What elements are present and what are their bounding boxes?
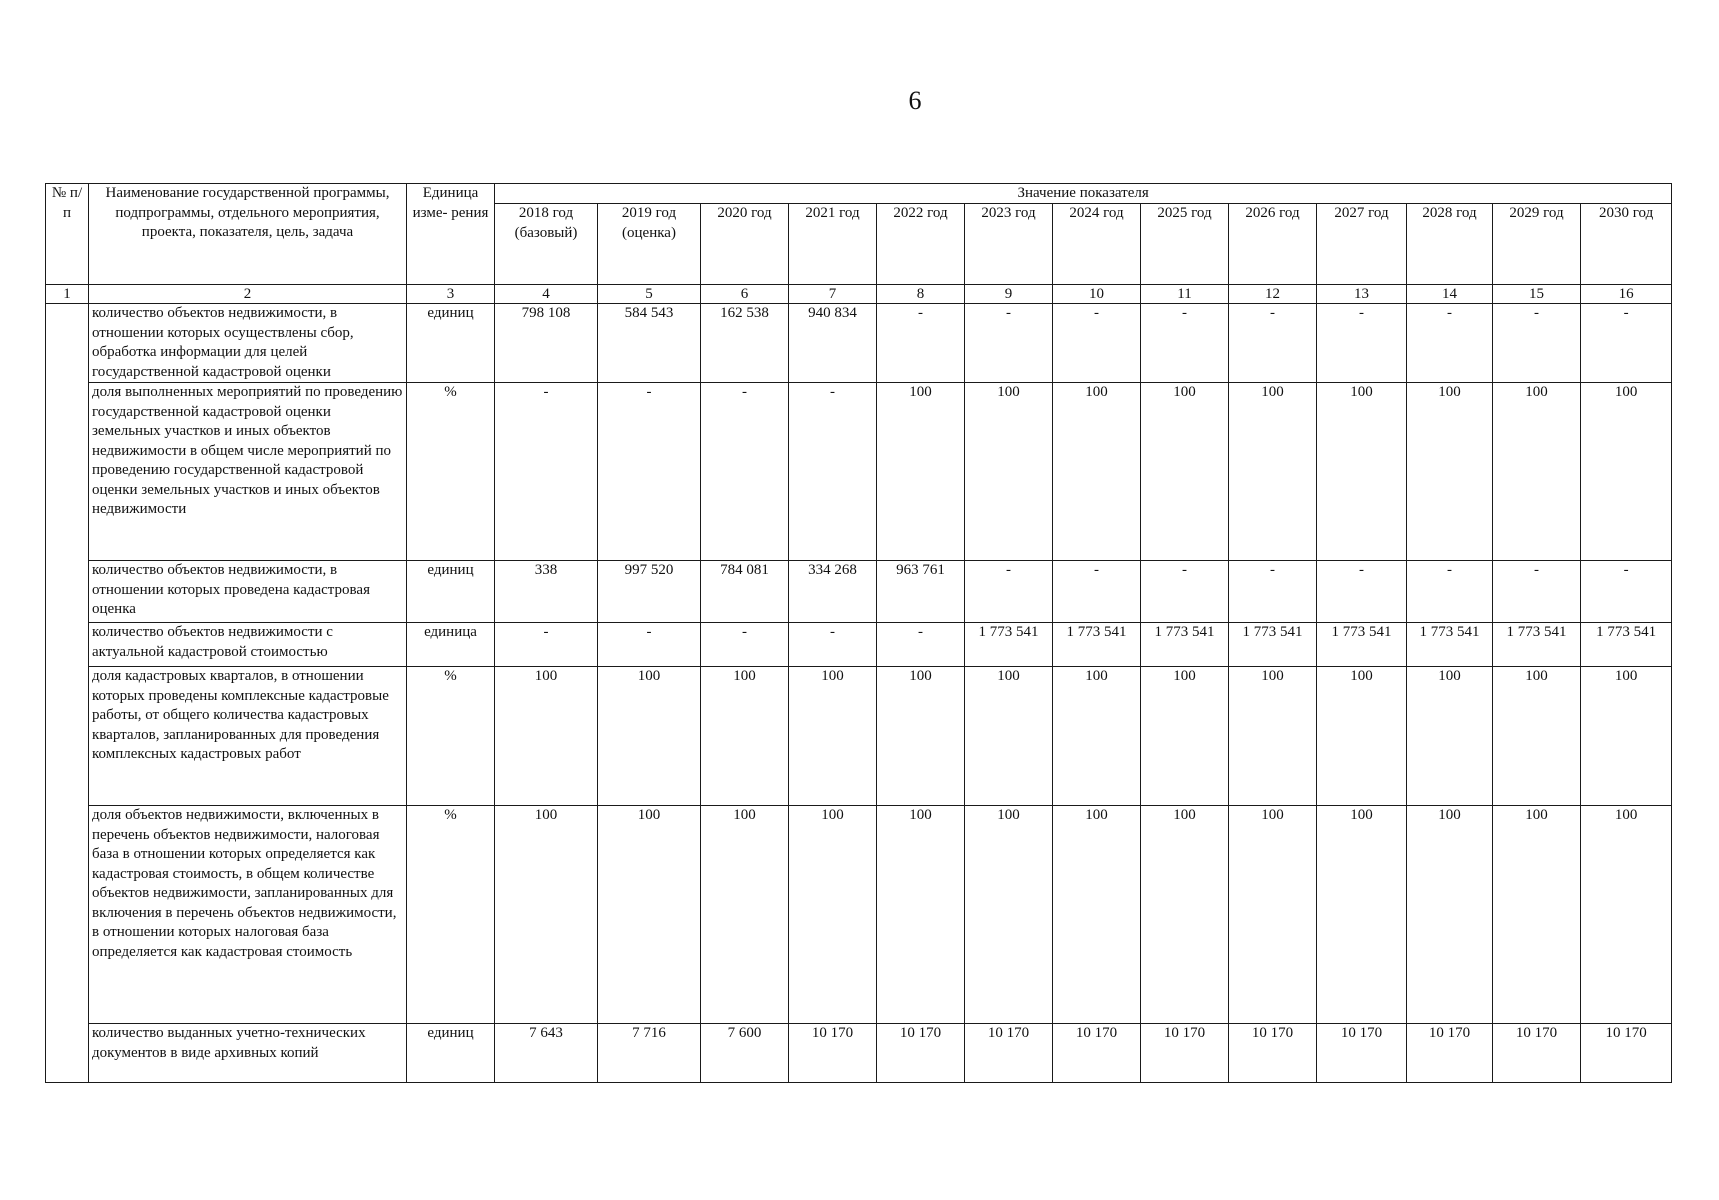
header-year: 2030 год bbox=[1581, 204, 1672, 285]
value-cell: 1 773 541 bbox=[1053, 623, 1141, 667]
value-cell: 100 bbox=[965, 806, 1053, 1024]
table-row bbox=[46, 806, 1672, 1024]
value-cell: 100 bbox=[1053, 806, 1141, 1024]
value-cell: 100 bbox=[1317, 383, 1407, 561]
value-cell: 798 108 bbox=[495, 304, 598, 383]
indicator-name: количество объектов недвижимости, в отношении которых осуществлены сбор, обработка информации для целей государственной кадастровой оценки bbox=[89, 304, 407, 383]
column-index: 14 bbox=[1407, 285, 1493, 304]
value-cell: - bbox=[965, 304, 1053, 383]
value-cell: 100 bbox=[789, 806, 877, 1024]
table-body bbox=[46, 304, 1672, 1083]
header-year: 2018 год (базовый) bbox=[495, 204, 598, 285]
value-cell: 1 773 541 bbox=[1317, 623, 1407, 667]
value-cell: 784 081 bbox=[701, 561, 789, 623]
column-index: 9 bbox=[965, 285, 1053, 304]
column-index: 3 bbox=[407, 285, 495, 304]
column-index: 7 bbox=[789, 285, 877, 304]
header-year: 2020 год bbox=[701, 204, 789, 285]
indicator-name: количество объектов недвижимости с актуальной кадастровой стоимостью bbox=[89, 623, 407, 667]
value-cell: 10 170 bbox=[877, 1024, 965, 1083]
value-cell: - bbox=[1317, 304, 1407, 383]
column-index: 8 bbox=[877, 285, 965, 304]
value-cell: 100 bbox=[1229, 667, 1317, 806]
value-cell: 100 bbox=[789, 667, 877, 806]
indicator-name: количество выданных учетно-технических документов в виде архивных копий bbox=[89, 1024, 407, 1083]
header-year: 2027 год bbox=[1317, 204, 1407, 285]
table-row bbox=[46, 623, 1672, 667]
value-cell: 7 600 bbox=[701, 1024, 789, 1083]
value-cell: 162 538 bbox=[701, 304, 789, 383]
header-year: 2029 год bbox=[1493, 204, 1581, 285]
value-cell: 100 bbox=[877, 806, 965, 1024]
unit-cell: % bbox=[407, 667, 495, 806]
value-cell: 100 bbox=[1141, 667, 1229, 806]
value-cell: - bbox=[1141, 304, 1229, 383]
table-row bbox=[46, 304, 1672, 383]
column-index: 1 bbox=[46, 285, 89, 304]
header-number: № п/ п bbox=[46, 184, 89, 285]
value-cell: 940 834 bbox=[789, 304, 877, 383]
value-cell: - bbox=[1229, 304, 1317, 383]
value-cell: - bbox=[1229, 561, 1317, 623]
header-year: 2024 год bbox=[1053, 204, 1141, 285]
value-cell: - bbox=[1493, 304, 1581, 383]
table-row bbox=[46, 561, 1672, 623]
page-number: 6 bbox=[908, 86, 922, 115]
value-cell: 100 bbox=[1493, 806, 1581, 1024]
value-cell: 1 773 541 bbox=[1141, 623, 1229, 667]
column-index: 6 bbox=[701, 285, 789, 304]
row-number-cell bbox=[46, 304, 89, 1083]
column-index: 5 bbox=[598, 285, 701, 304]
indicator-name: доля объектов недвижимости, включенных в перечень объектов недвижимости, налоговая база в отношении которых определяется как кадастровая стоимость, в общем количестве объектов недвижимости, запланированных для включения в перечень объектов недвижимости, в отношении которых налоговая база определяется как кадастровая стоимость bbox=[89, 806, 407, 1024]
column-index: 4 bbox=[495, 285, 598, 304]
header-indicator-value: Значение показателя bbox=[495, 184, 1672, 204]
value-cell: 100 bbox=[701, 667, 789, 806]
value-cell: 10 170 bbox=[1407, 1024, 1493, 1083]
column-index: 13 bbox=[1317, 285, 1407, 304]
value-cell: - bbox=[598, 383, 701, 561]
value-cell: 338 bbox=[495, 561, 598, 623]
value-cell: 100 bbox=[598, 667, 701, 806]
value-cell: 100 bbox=[1493, 383, 1581, 561]
column-index: 16 bbox=[1581, 285, 1672, 304]
header-row bbox=[46, 184, 1672, 204]
value-cell: 100 bbox=[1407, 383, 1493, 561]
value-cell: 963 761 bbox=[877, 561, 965, 623]
value-cell: 100 bbox=[1141, 383, 1229, 561]
value-cell: 100 bbox=[877, 667, 965, 806]
value-cell: 100 bbox=[1493, 667, 1581, 806]
header-year: 2021 год bbox=[789, 204, 877, 285]
value-cell: 997 520 bbox=[598, 561, 701, 623]
value-cell: - bbox=[789, 383, 877, 561]
unit-cell: единиц bbox=[407, 1024, 495, 1083]
value-cell: 7 716 bbox=[598, 1024, 701, 1083]
header-year: 2023 год bbox=[965, 204, 1053, 285]
value-cell: 1 773 541 bbox=[1581, 623, 1672, 667]
value-cell: 100 bbox=[701, 806, 789, 1024]
value-cell: 10 170 bbox=[1581, 1024, 1672, 1083]
value-cell: 7 643 bbox=[495, 1024, 598, 1083]
table-row bbox=[46, 1024, 1672, 1083]
value-cell: 10 170 bbox=[1141, 1024, 1229, 1083]
unit-cell: % bbox=[407, 806, 495, 1024]
indicator-name: количество объектов недвижимости, в отношении которых проведена кадастровая оценка bbox=[89, 561, 407, 623]
header-unit: Единица изме- рения bbox=[407, 184, 495, 285]
unit-cell: единиц bbox=[407, 561, 495, 623]
value-cell: - bbox=[495, 623, 598, 667]
value-cell: 10 170 bbox=[965, 1024, 1053, 1083]
value-cell: 100 bbox=[1317, 667, 1407, 806]
column-index: 2 bbox=[89, 285, 407, 304]
value-cell: 100 bbox=[877, 383, 965, 561]
header-year: 2019 год (оценка) bbox=[598, 204, 701, 285]
value-cell: 100 bbox=[495, 806, 598, 1024]
value-cell: 1 773 541 bbox=[1407, 623, 1493, 667]
table-row bbox=[46, 383, 1672, 561]
indicator-name: доля выполненных мероприятий по проведению государственной кадастровой оценки земельных участков и иных объектов недвижимости в общем числе мероприятий по проведению государственной кадастровой оценки земельных участков и иных объектов недвижимости bbox=[89, 383, 407, 561]
header-name: Наименование государственной программы, подпрограммы, отдельного мероприятия, проекта, показателя, цель, задача bbox=[89, 184, 407, 285]
value-cell: 100 bbox=[1317, 806, 1407, 1024]
unit-cell: единица bbox=[407, 623, 495, 667]
value-cell: - bbox=[1407, 304, 1493, 383]
value-cell: - bbox=[1493, 561, 1581, 623]
value-cell: - bbox=[1053, 561, 1141, 623]
value-cell: 1 773 541 bbox=[965, 623, 1053, 667]
column-index-row bbox=[46, 285, 1672, 304]
header-year: 2028 год bbox=[1407, 204, 1493, 285]
value-cell: 100 bbox=[1581, 806, 1672, 1024]
value-cell: - bbox=[789, 623, 877, 667]
value-cell: 10 170 bbox=[1229, 1024, 1317, 1083]
column-index: 15 bbox=[1493, 285, 1581, 304]
value-cell: - bbox=[598, 623, 701, 667]
value-cell: - bbox=[1407, 561, 1493, 623]
value-cell: 1 773 541 bbox=[1229, 623, 1317, 667]
unit-cell: единиц bbox=[407, 304, 495, 383]
value-cell: 100 bbox=[965, 667, 1053, 806]
value-cell: - bbox=[877, 623, 965, 667]
value-cell: - bbox=[1317, 561, 1407, 623]
table-row bbox=[46, 667, 1672, 806]
header-year: 2026 год bbox=[1229, 204, 1317, 285]
value-cell: 100 bbox=[1229, 383, 1317, 561]
value-cell: 100 bbox=[1581, 383, 1672, 561]
value-cell: 10 170 bbox=[1493, 1024, 1581, 1083]
column-index: 11 bbox=[1141, 285, 1229, 304]
value-cell: 1 773 541 bbox=[1493, 623, 1581, 667]
value-cell: - bbox=[1053, 304, 1141, 383]
value-cell: 100 bbox=[1581, 667, 1672, 806]
header-year: 2025 год bbox=[1141, 204, 1229, 285]
column-index: 12 bbox=[1229, 285, 1317, 304]
value-cell: 100 bbox=[495, 667, 598, 806]
value-cell: 100 bbox=[1053, 667, 1141, 806]
value-cell: - bbox=[1581, 561, 1672, 623]
value-cell: - bbox=[877, 304, 965, 383]
value-cell: 10 170 bbox=[1317, 1024, 1407, 1083]
value-cell: 100 bbox=[598, 806, 701, 1024]
value-cell: 100 bbox=[1141, 806, 1229, 1024]
value-cell: 10 170 bbox=[1053, 1024, 1141, 1083]
value-cell: - bbox=[701, 383, 789, 561]
value-cell: 100 bbox=[1053, 383, 1141, 561]
value-cell: 100 bbox=[965, 383, 1053, 561]
value-cell: - bbox=[701, 623, 789, 667]
unit-cell: % bbox=[407, 383, 495, 561]
column-index: 10 bbox=[1053, 285, 1141, 304]
indicator-name: доля кадастровых кварталов, в отношении которых проведены комплексные кадастровые работы, от общего количества кадастровых кварталов, запланированных для проведения комплексных кадастровых работ bbox=[89, 667, 407, 806]
value-cell: - bbox=[495, 383, 598, 561]
value-cell: 334 268 bbox=[789, 561, 877, 623]
value-cell: - bbox=[1141, 561, 1229, 623]
value-cell: - bbox=[1581, 304, 1672, 383]
value-cell: 100 bbox=[1407, 667, 1493, 806]
header-year: 2022 год bbox=[877, 204, 965, 285]
value-cell: - bbox=[965, 561, 1053, 623]
value-cell: 10 170 bbox=[789, 1024, 877, 1083]
value-cell: 100 bbox=[1407, 806, 1493, 1024]
value-cell: 584 543 bbox=[598, 304, 701, 383]
indicators-table bbox=[45, 183, 1672, 1083]
value-cell: 100 bbox=[1229, 806, 1317, 1024]
